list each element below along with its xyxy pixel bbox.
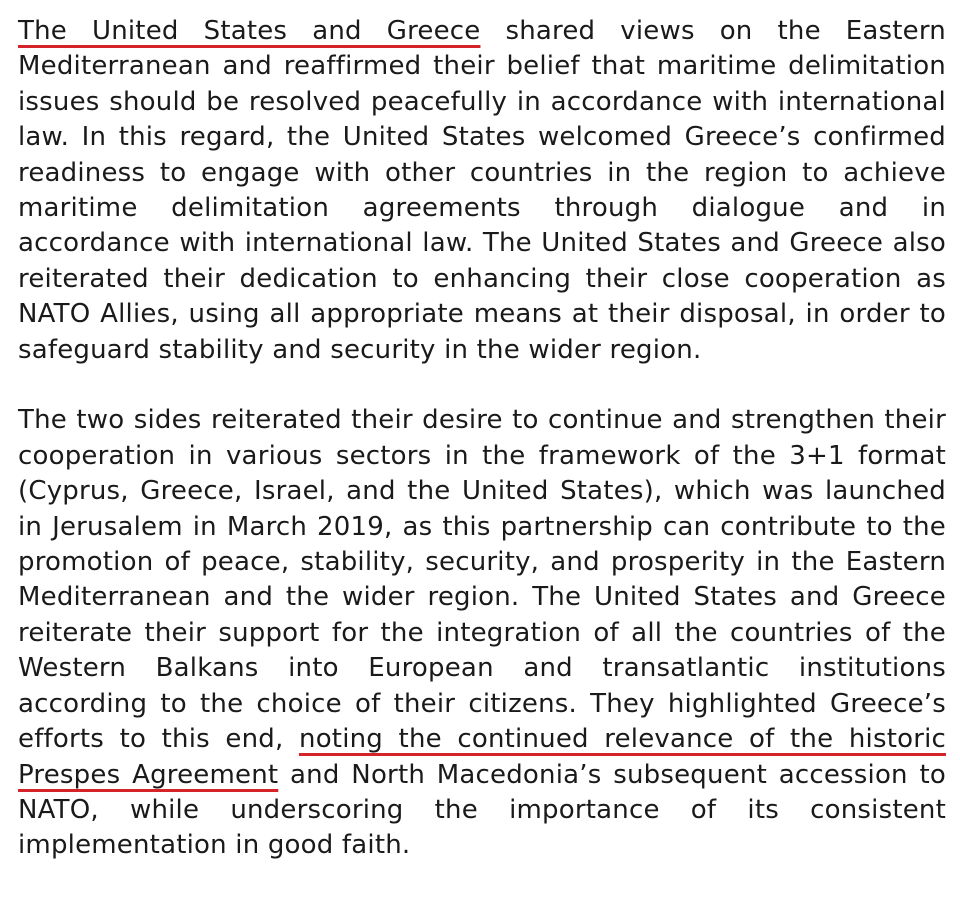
paragraph-2 bbox=[18, 403, 946, 863]
underlined-phrase-prespes: noting the continued relevance of the historic Prespes Agreement bbox=[18, 724, 947, 790]
paragraph-1 bbox=[18, 14, 946, 368]
paragraph-2-text-after: and North Macedonia’s subsequent accession to NATO, while underscoring the importance of its consistent implementation in good faith. bbox=[18, 759, 946, 861]
document-body bbox=[18, 14, 946, 864]
underlined-phrase-us-greece: The United States and Greece bbox=[18, 16, 481, 46]
paragraph-2-text-before: The two sides reiterated their desire to continue and strengthen their cooperation in various sectors in the framework of the 3+1 format (Cyprus, Greece, Israel, and the United States), which was launched in Jerusalem in March 2019, as this partnership can contribute to the promotion of peace, stability, security, and prosperity in the Eastern Mediterranean and the wider region. The United States and Greece reiterate their support for the integration of all the countries of the Western Balkans into European and transatlantic institutions according to the choice of their citizens. They highlighted Greece’s efforts to this end, bbox=[18, 405, 946, 755]
paragraph-1-text: shared views on the Eastern Mediterranean and reaffirmed their belief that maritime delimitation issues should be resolved peacefully in accordance with international law. In this regard, the United States welcomed Greece’s confirmed readiness to engage with other countries in the region to achieve maritime delimitation agreements through dialogue and in accordance with international law. The United States and Greece also reiterated their dedication to enhancing their close cooperation as NATO Allies, using all appropriate means at their disposal, in order to safeguard stability and security in the wider region. bbox=[18, 16, 946, 365]
